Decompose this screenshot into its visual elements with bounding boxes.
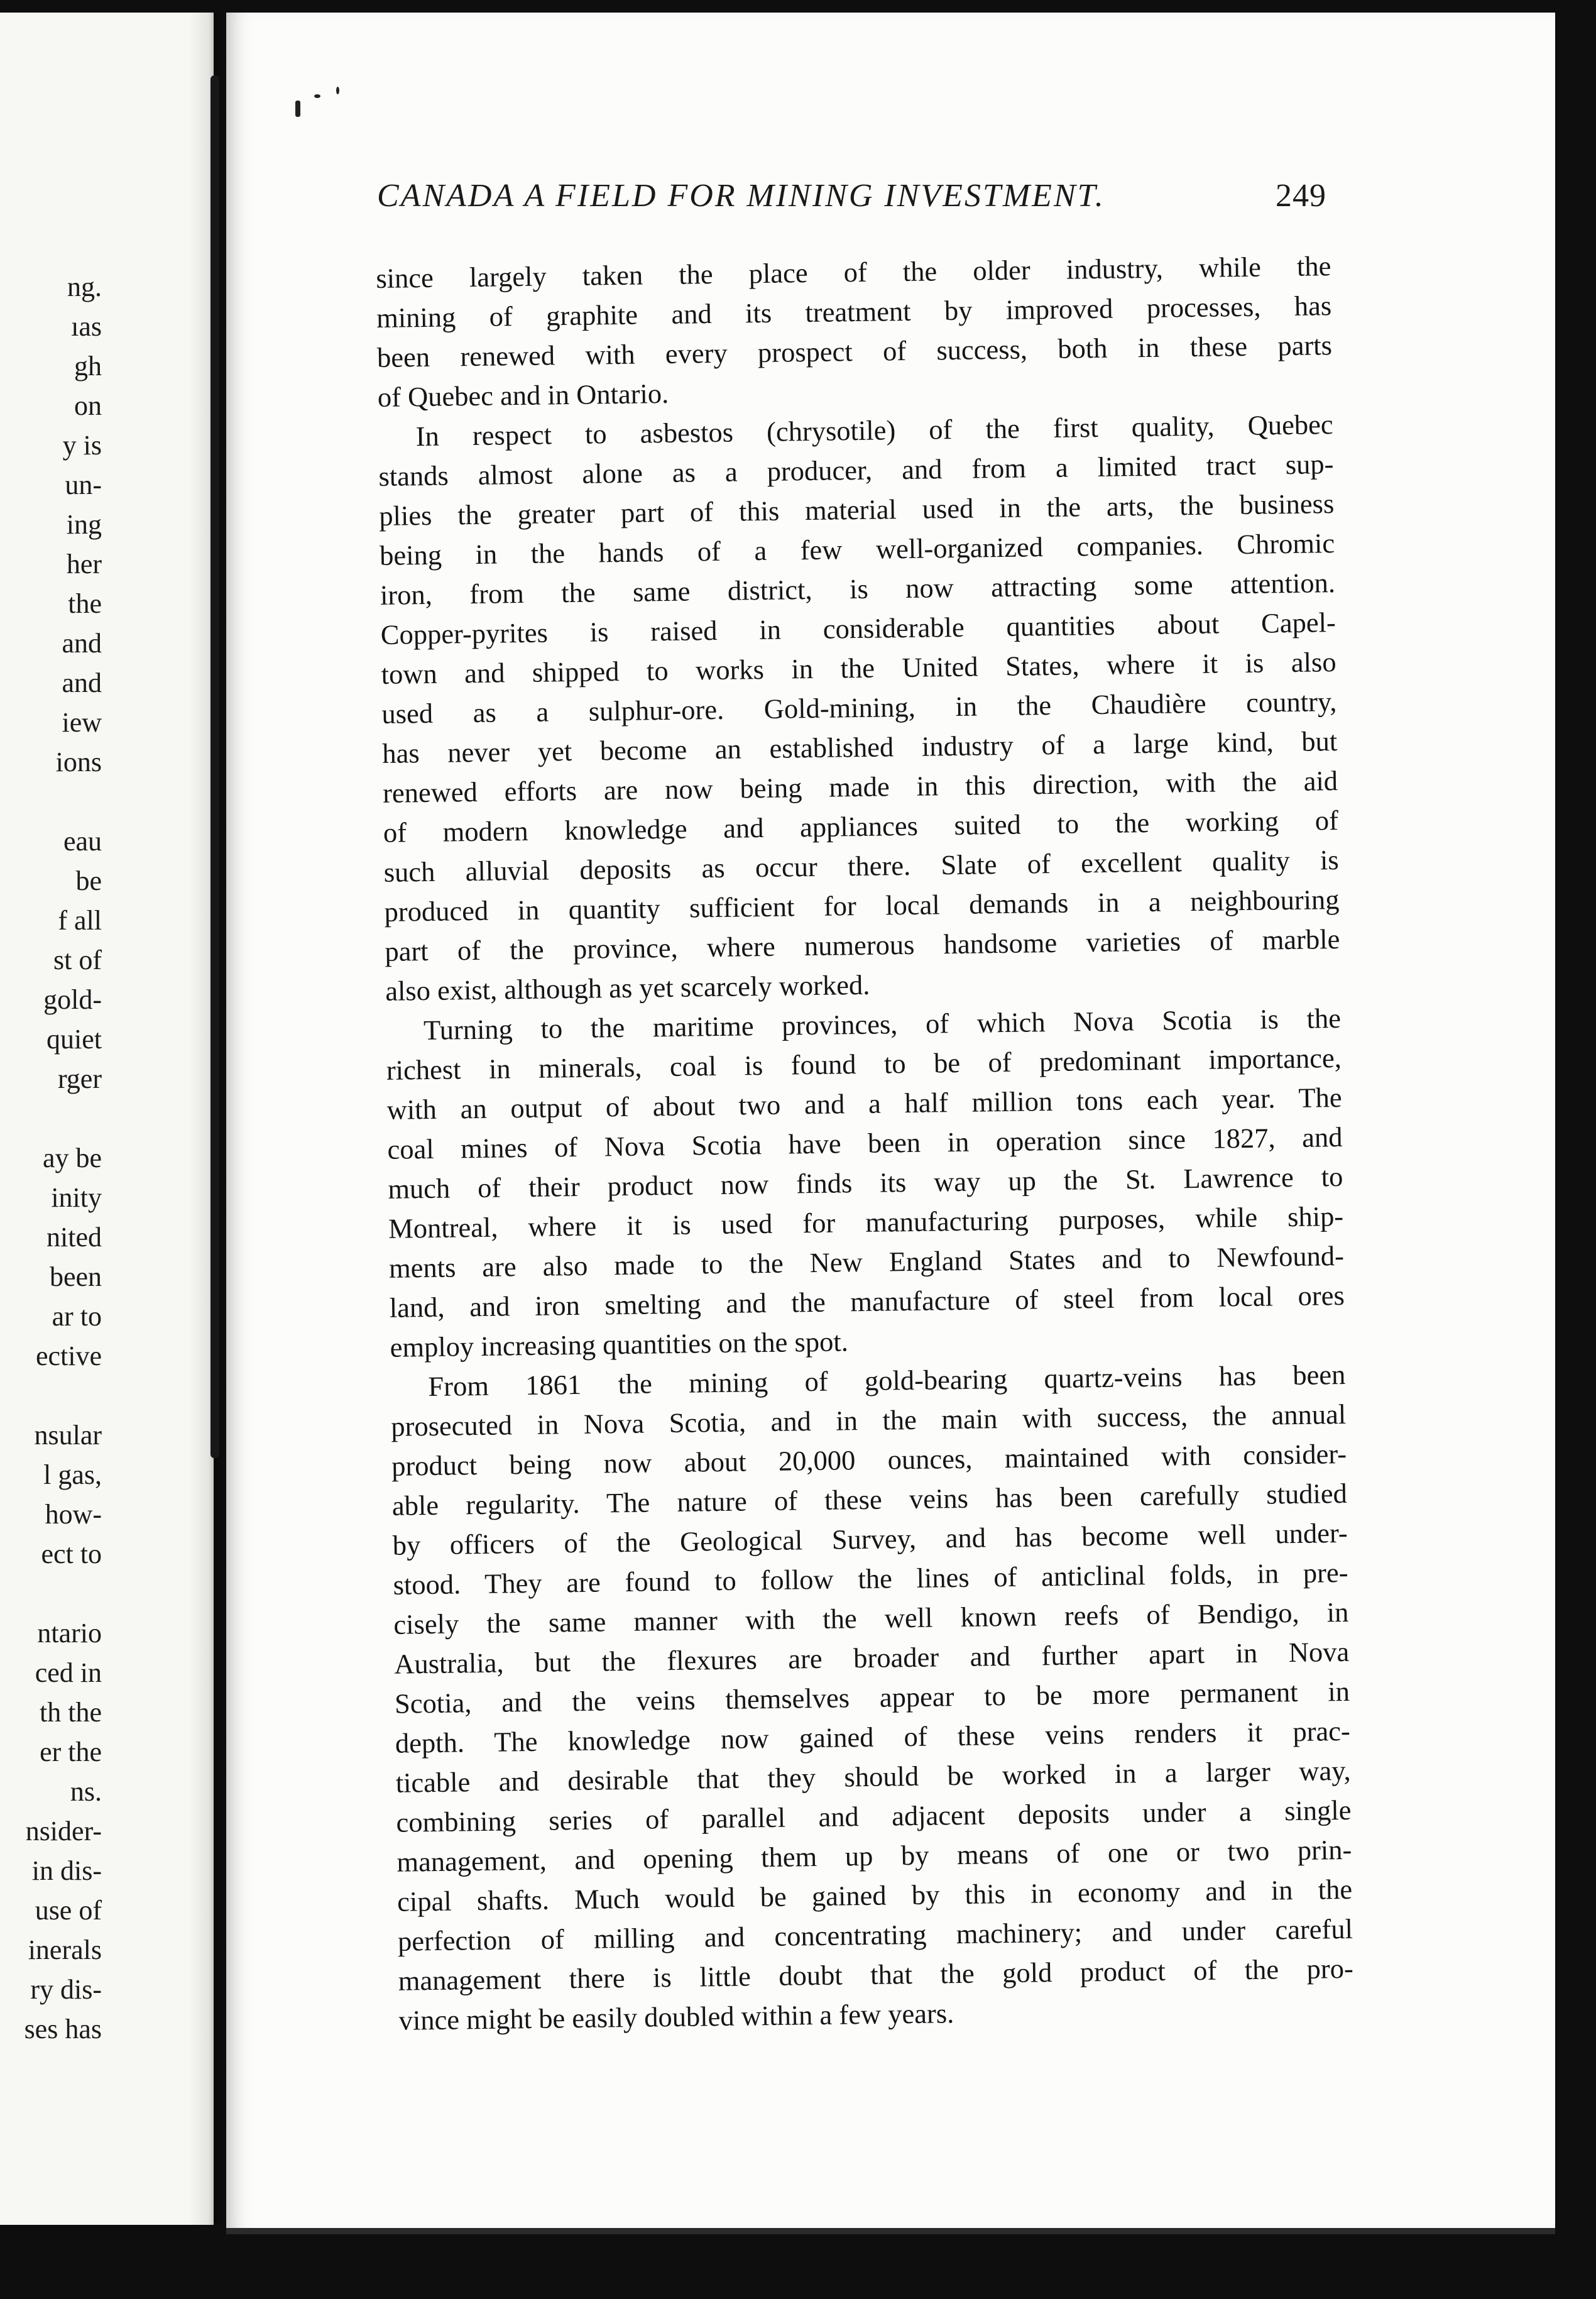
fragment-line: ıas xyxy=(71,311,102,342)
fragment-line: how- xyxy=(45,1499,102,1530)
text-line: cisely the same manner with the well known reefs of Bendigo, in xyxy=(393,1596,1349,1640)
fragment-line: gold- xyxy=(43,984,102,1015)
page-number: 249 xyxy=(1276,178,1326,214)
text-line: also exist, although as yet scarcely worked. xyxy=(385,968,870,1007)
fragment-line: eau xyxy=(63,826,102,857)
text-line: renewed efforts are now being made in this direction, with the aid xyxy=(382,765,1338,809)
fragment-gap xyxy=(0,1376,102,1415)
text-line: produced in quantity sufficient for local demands in a neighbouring xyxy=(384,884,1340,928)
fragment-line: ns. xyxy=(70,1776,102,1807)
fragment-line: ntario xyxy=(37,1618,102,1649)
fragment-line: ective xyxy=(35,1341,102,1371)
fragment-line: her xyxy=(66,549,102,579)
text-line: much of their product now finds its way up the St. Lawrence to xyxy=(388,1160,1343,1205)
fragment-line: ect to xyxy=(41,1539,102,1569)
text-line: Montreal, where it is used for manufacturing purposes, while ship- xyxy=(388,1200,1344,1244)
text-line: of Quebec and in Ontario. xyxy=(377,377,669,413)
fragment-line: ses has xyxy=(24,2014,102,2044)
fragment-gap xyxy=(0,1574,102,1613)
fragment-line: nsider- xyxy=(25,1816,102,1846)
previous-page-text-column xyxy=(0,267,102,2049)
fragment-line: er the xyxy=(40,1737,102,1767)
fragment-line: ng. xyxy=(67,272,102,302)
text-line: employ increasing quantities on the spot. xyxy=(390,1325,849,1363)
text-line: has never yet become an established industry of a large kind, but xyxy=(381,725,1338,769)
fragment-line: ions xyxy=(55,747,102,777)
text-line: ticable and desirable that they should be worked in a larger way, xyxy=(395,1754,1351,1799)
text-line: with an output of about two and a half million tons each year. The xyxy=(386,1081,1342,1126)
text-line: used as a sulphur-ore. Gold-mining, in the Chaudière country, xyxy=(381,686,1337,730)
text-line: stood. They are found to follow the lines of anticlinal folds, in pre- xyxy=(393,1556,1348,1601)
fragment-line: inerals xyxy=(28,1934,102,1965)
ink-speck xyxy=(336,87,339,94)
text-line: of modern knowledge and appliances suited to the working of xyxy=(383,804,1339,848)
fragment-line: the xyxy=(68,588,102,619)
fragment-line: ay be xyxy=(42,1143,102,1173)
fragment-line: iew xyxy=(62,707,102,738)
text-line: iron, from the same district, is now attracting some attention. xyxy=(380,567,1336,611)
text-line: vince might be easily doubled within a few years. xyxy=(398,1997,954,2036)
fragment-line: f all xyxy=(58,905,102,936)
previous-page-fragment xyxy=(0,13,214,2225)
fragment-line: ry dis- xyxy=(30,1974,102,2005)
fragment-gap xyxy=(0,782,102,821)
text-line: cipal shafts. Much would be gained by this in economy and in the xyxy=(396,1873,1353,1918)
ink-speck xyxy=(314,94,320,98)
fragment-line: nsular xyxy=(34,1420,102,1451)
text-line: since largely taken the place of the older industry, while the xyxy=(376,250,1331,294)
book-page xyxy=(226,13,1555,2231)
text-line: From 1861 the mining of gold-bearing quartz-veins has been xyxy=(428,1358,1346,1403)
ink-speck xyxy=(295,101,300,117)
fragment-line: use of xyxy=(35,1895,102,1926)
text-line: mining of graphite and its treatment by improved processes, has xyxy=(376,290,1332,334)
fragment-line: and xyxy=(62,628,102,659)
fragment-line: y is xyxy=(62,430,102,461)
fragment-line: inity xyxy=(51,1182,102,1213)
fragment-line: rger xyxy=(57,1063,102,1094)
text-line: coal mines of Nova Scotia have been in operation since 1827, and xyxy=(387,1121,1343,1165)
text-line: being in the hands of a few well-organized companies. Chromic xyxy=(379,527,1335,571)
text-line: product being now about 20,000 ounces, maintained with consider- xyxy=(391,1437,1347,1482)
fragment-line: on xyxy=(74,390,102,421)
text-line: stands almost alone as a producer, and from a limited tract sup- xyxy=(378,448,1334,492)
fragment-line: l gas, xyxy=(43,1459,102,1490)
text-line: Copper-pyrites is raised in considerable quantities about Capel- xyxy=(380,606,1336,650)
running-head-title: CANADA A FIELD FOR MINING INVESTMENT. xyxy=(377,178,1105,214)
text-line: by officers of the Geological Survey, and has become well under- xyxy=(392,1517,1348,1561)
text-line: In respect to asbestos (chrysotile) of the first quality, Quebec xyxy=(415,409,1333,453)
text-line: perfection of milling and concentrating machinery; and under careful xyxy=(397,1912,1353,1957)
fragment-line: be xyxy=(75,865,102,896)
text-line: management there is little doubt that the gold product of the pro- xyxy=(398,1952,1354,1997)
text-line: able regularity. The nature of these veins has been carefully studied xyxy=(391,1477,1348,1522)
fragment-line: ced in xyxy=(35,1657,102,1688)
fragment-line: nited xyxy=(46,1222,102,1253)
fragment-line: and xyxy=(62,667,102,698)
text-line: combining series of parallel and adjacent deposits under a single xyxy=(396,1794,1352,1838)
fragment-line: been xyxy=(49,1261,102,1292)
text-line: been renewed with every prospect of success, both in these parts xyxy=(376,329,1333,373)
fragment-line: st of xyxy=(53,945,102,975)
fragment-line: quiet xyxy=(46,1024,102,1055)
text-line: prosecuted in Nova Scotia, and in the main with success, the annual xyxy=(390,1398,1347,1442)
text-line: part of the province, where numerous handsome varieties of marble xyxy=(385,923,1340,967)
body-text xyxy=(376,246,1354,2041)
page-bottom-edge xyxy=(226,2228,1555,2234)
text-line: richest in minerals, coal is found to be of predominant importance, xyxy=(386,1041,1342,1086)
text-line: town and shipped to works in the United States, where it is also xyxy=(381,646,1336,690)
text-line: Turning to the maritime provinces, of which Nova Scotia is the xyxy=(423,1002,1342,1046)
fragment-line: th the xyxy=(40,1697,102,1728)
binding-edge xyxy=(210,75,219,1458)
text-line: plies the greater part of this material used in the arts, the business xyxy=(379,488,1335,532)
fragment-line: gh xyxy=(74,351,102,381)
running-head xyxy=(377,177,1552,221)
text-line: depth. The knowledge now gained of these veins renders it prac- xyxy=(395,1715,1351,1759)
text-line: Australia, but the flexures are broader and further apart in Nova xyxy=(393,1635,1350,1680)
fragment-line: ar to xyxy=(52,1301,102,1332)
fragment-gap xyxy=(0,1099,102,1138)
text-line: ments are also made to the New England States and to Newfound- xyxy=(388,1239,1345,1284)
text-line: Scotia, and the veins themselves appear to be more permanent in xyxy=(394,1675,1350,1720)
fragment-line: in dis- xyxy=(31,1855,102,1886)
fragment-line: un- xyxy=(65,469,102,500)
text-line: such alluvial deposits as occur there. Slate of excellent quality is xyxy=(383,844,1339,888)
text-line: land, and iron smelting and the manufacture of steel from local ores xyxy=(389,1279,1345,1324)
text-line: management, and opening them up by means of one or two prin- xyxy=(396,1833,1352,1878)
fragment-line: ing xyxy=(66,509,102,540)
